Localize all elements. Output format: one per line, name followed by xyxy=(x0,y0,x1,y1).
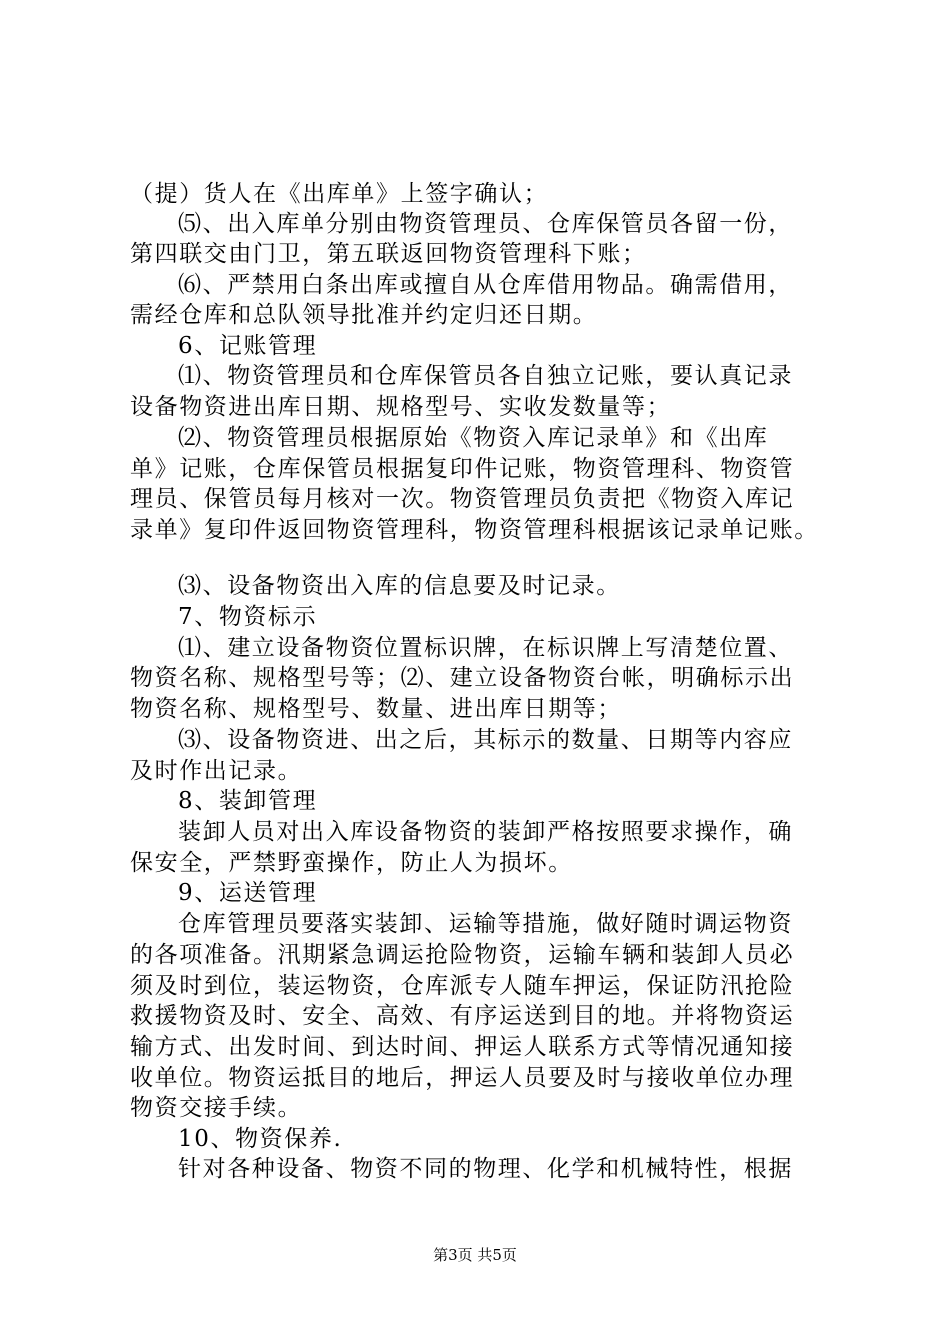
text-line: 物资名称、规格型号、数量、进出库日期等； xyxy=(130,696,622,722)
text-line: 的各项准备。汛期紧急调运抢险物资，运输车辆和装卸人员必 xyxy=(130,942,795,968)
text-line: ⑴、建立设备物资位置标识牌，在标识牌上写清楚位置、 xyxy=(178,635,793,661)
text-line: ⑸、出入库单分别由物资管理员、仓库保管员各留一份， xyxy=(178,211,793,237)
text-line: ⑹、严禁用白条出库或擅自从仓库借用物品。确需借用， xyxy=(178,272,793,298)
section-heading: 9、运送管理 xyxy=(178,880,318,906)
text-line: ⑴、物资管理员和仓库保管员各自独立记账，要认真记录 xyxy=(178,363,793,389)
text-line: 物资交接手续。 xyxy=(130,1095,303,1121)
text-line: ⑶、设备物资进、出之后，其标示的数量、日期等内容应 xyxy=(178,727,793,753)
text-line: ⑶、设备物资出入库的信息要及时记录。 xyxy=(178,573,621,599)
section-heading: 10、物资保养. xyxy=(178,1126,343,1152)
text-line: 输方式、出发时间、到达时间、押运人联系方式等情况通知接 xyxy=(130,1034,795,1060)
text-line: 装卸人员对出入库设备物资的装卸严格按照要求操作，确 xyxy=(178,819,793,845)
text-line: 理员、保管员每月核对一次。物资管理员负责把《物资入库记 xyxy=(130,486,795,512)
text-line: 录单》复印件返回物资管理科，物资管理科根据该记录单记账。 xyxy=(130,517,819,543)
text-line: 物资名称、规格型号等；⑵、建立设备物资台帐，明确标示出 xyxy=(130,665,795,691)
section-heading: 6、记账管理 xyxy=(178,333,318,359)
text-line: 需经仓库和总队领导批准并约定归还日期。 xyxy=(130,302,598,328)
text-line: 设备物资进出库日期、规格型号、实收发数量等； xyxy=(130,394,672,420)
text-line: 第四联交由门卫，第五联返回物资管理科下账； xyxy=(130,241,647,267)
text-line: 收单位。物资运抵目的地后，押运人员要及时与接收单位办理 xyxy=(130,1065,795,1091)
section-heading: 8、装卸管理 xyxy=(178,788,318,814)
page-number-footer: 第3页 共5页 xyxy=(433,1246,517,1264)
text-line: 及时作出记录。 xyxy=(130,758,303,784)
text-line: 救援物资及时、安全、高效、有序运送到目的地。并将物资运 xyxy=(130,1003,795,1029)
text-line: 保安全，严禁野蛮操作，防止人为损坏。 xyxy=(130,850,573,876)
text-line: 单》记账，仓库保管员根据复印件记账，物资管理科、物资管 xyxy=(130,456,795,482)
text-line: 仓库管理员要落实装卸、运输等措施，做好随时调运物资 xyxy=(178,911,793,937)
text-line: （提）货人在《出库单》上签字确认； xyxy=(130,181,549,207)
text-line: 须及时到位，装运物资，仓库派专人随车押运，保证防汛抢险 xyxy=(130,973,795,999)
text-line: ⑵、物资管理员根据原始《物资入库记录单》和《出库 xyxy=(178,425,769,451)
text-line: 针对各种设备、物资不同的物理、化学和机械特性，根据 xyxy=(178,1156,793,1182)
section-heading: 7、物资标示 xyxy=(178,604,318,630)
